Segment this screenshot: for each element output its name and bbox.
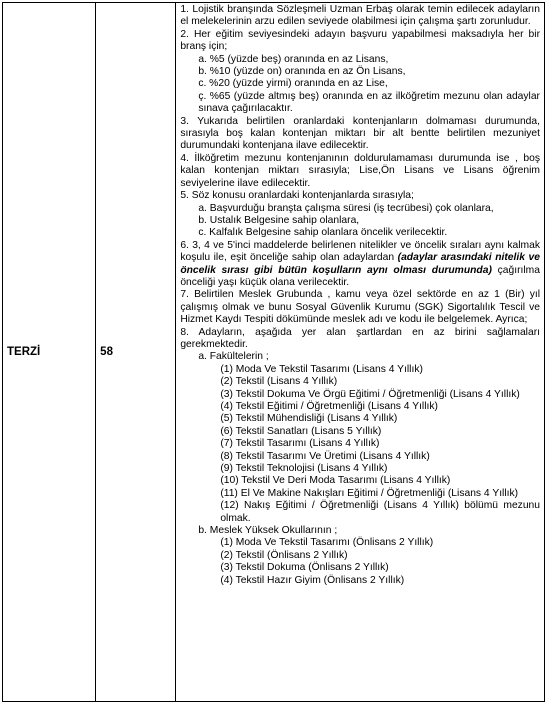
vocational-item: (3) Tekstil Dokuma (Önlisans 2 Yıllık) [220, 562, 389, 574]
requirement-2c: c. %20 (yüzde yirmi) oranında en az Lise, [198, 78, 388, 90]
faculty-item: (7) Tekstil Tasarımı (Lisans 4 Yıllık) [220, 438, 380, 450]
faculty-item: (11) El Ve Makine Nakışları Eğitimi / Öğretmenliği (Lisans 4 Yıllık) [220, 487, 519, 499]
quota-count: 58 [96, 3, 176, 702]
requirement-5: 5. Söz konusu oranlardaki kontenjanlarda sırasıyla; [180, 190, 414, 202]
requirement-2: 2. Her eğitim seviyesindeki adayın başvuru yapabilmesi maksadıyla her bir branş için; [180, 28, 540, 53]
faculty-item: (10) Tekstil Ve Deri Moda Tasarımı (Lisans 4 Yıllık) [220, 475, 451, 487]
vocational-item: (1) Moda Ve Tekstil Tasarımı (Önlisans 2 Yıllık) [220, 537, 434, 549]
requirement-6 [180, 240, 540, 290]
faculty-item: (9) Tekstil Teknolojisi (Lisans 4 Yıllık) [220, 463, 388, 475]
faculty-item: (1) Moda Ve Tekstil Tasarımı (Lisans 4 Yıllık) [220, 363, 423, 375]
faculty-item: (12) Nakış Eğitimi / Öğretmenliği (Lisans 4 Yıllık) bölümü mezunu olmak. [220, 500, 540, 524]
faculty-item: (5) Tekstil Mühendisliği (Lisans 4 Yıllık) [220, 413, 398, 425]
requirement-7: 7. Belirtilen Meslek Grubunda , kamu veya özel sektörde en az 1 (Bir) yıl çalışmış olmak ve bunu Sosyal Güvenlik Kurumu (SGK) Sigortalılık Tescil ve Hizmet Kaydı Tespiti dökümünde meslek adı ve kodu ile belgelemek. Ayrıca; [180, 289, 540, 326]
faculty-item: (6) Tekstil Sanatları (Lisans 5 Yıllık) [220, 425, 382, 437]
vocational-item: (4) Tekstil Hazır Giyim (Önlisans 2 Yıllık) [220, 574, 405, 586]
branch-name: TERZİ [3, 3, 96, 702]
vocational-item: (2) Tekstil (Önlisans 2 Yıllık) [220, 549, 348, 561]
requirement-1: 1. Lojistik branşında Sözleşmeli Uzman Erbaş olarak temin edilecek adayların el melekelerinin arzu edilen seviyede olabilmesi için çalışma şartı zorunludur. [180, 4, 540, 28]
requirement-6-start: 6. 3, 4 ve 5'inci maddelerde belirlenen nitelikler ve öncelik sıraları aynı kalmak koşulu ile, eşit önceliğe sahip olan adaylardan [180, 239, 540, 264]
requirement-8b-title: b. Meslek Yüksek Okullarının ; [198, 525, 338, 537]
table-row [3, 3, 545, 702]
requirement-6-emphasis: (adaylar arasındaki nitelik ve öncelik sırası gibi bütün koşulların aynı olması durumunda) [180, 252, 540, 276]
requirement-2b: b. %10 (yüzde on) oranında en az Ön Lisans, [198, 66, 406, 78]
requirement-5a: a. Başvurduğu branşta çalışma süresi (iş tecrübesi) çok olanlara, [198, 202, 494, 214]
requirement-5c: c. Kalfalık Belgesine sahip olanlara öncelik verilecektir. [198, 227, 448, 239]
requirements-cell [176, 3, 545, 702]
requirement-8a-title: a. Fakültelerin ; [198, 351, 269, 363]
requirement-4: 4. İlköğretim mezunu kontenjanının doldurulamaması durumunda ise , boş kalan kontenjan miktarı sırasıyla; Lise,Ön Lisans ve Lisans öğrenim seviyelerine ilave edilecektir. [180, 152, 540, 189]
faculty-item: (2) Tekstil (Lisans 4 Yıllık) [220, 376, 338, 388]
faculty-item: (4) Tekstil Eğitimi / Öğretmenliği (Lisans 4 Yıllık) [220, 401, 438, 412]
requirement-5b: b. Ustalık Belgesine sahip olanlara, [198, 214, 360, 226]
requirement-2a: a. %5 (yüzde beş) oranında en az Lisans, [198, 53, 389, 65]
requirement-6-end: çağırılma önceliği yaşı küçük olana verilecektir. [180, 264, 540, 288]
requirements-table [2, 2, 545, 702]
faculty-item: (3) Tekstil Dokuma Ve Örgü Eğitimi / Öğretmenliği (Lisans 4 Yıllık) [220, 388, 520, 400]
faculty-item: (8) Tekstil Tasarımı Ve Üretimi (Lisans 4 Yıllık) [220, 450, 430, 462]
requirement-8: 8. Adayların, aşağıda yer alan şartlardan en az birini sağlamaları gerekmektedir. [180, 326, 540, 350]
requirement-3: 3. Yukarıda belirtilen oranlardaki kontenjanların dolmaması durumunda, sırasıyla boş kalan kontenjan miktarı bir alt bentte belirtilen mezuniyet durumundaki kontenjana ilave edilecektir. [180, 115, 540, 152]
requirement-2d: ç. %65 (yüzde altmış beş) oranında en az ilköğretim mezunu olan adaylar sınava çağırılacaktır. [198, 90, 540, 115]
